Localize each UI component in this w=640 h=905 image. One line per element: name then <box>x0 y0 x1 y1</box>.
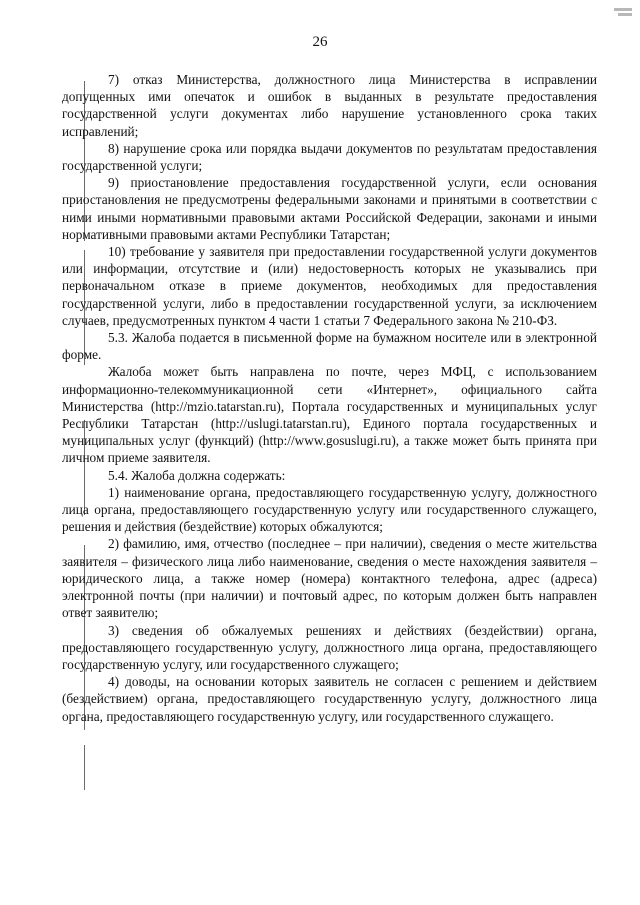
paragraph-item-9: 9) приостановление предоставления государственной услуги, если основания приостановления не предусмотрены федеральными законами и принятыми в соответствии с ними иными нормативными правовыми актами Российской Федерации, законами и иными нормативными правовыми актами Республики Татарстан; <box>62 175 597 242</box>
paragraph-content-2: 2) фамилию, имя, отчество (последнее – при наличии), сведения о месте жительства заявителя – физического лица либо наименование, сведения о месте нахождения заявителя – юридического лица, а также номер (номера) контактного телефона, адрес (адреса) электронной почты (при наличии) и почтовый адрес, по которым должен быть направлен ответ заявителю; <box>62 536 597 621</box>
paragraph-item-7: 7) отказ Министерства, должностного лица Министерства в исправлении допущенных ими опечаток и ошибок в выданных в результате предоставления государственной услуги документах либо нарушение установленного срока таких исправлений; <box>62 72 597 139</box>
scan-artifact <box>614 8 632 11</box>
paragraph-content-1: 1) наименование органа, предоставляющего государственную услугу, должностного лица органа, предоставляющего государственную услугу или государственного служащего, решения и действия (бездействие) которых обжалуются; <box>62 484 597 535</box>
paragraph-item-8: 8) нарушение срока или порядка выдачи документов по результатам предоставления государственной услуги; <box>62 140 597 174</box>
paragraph-5-3: 5.3. Жалоба подается в письменной форме на бумажном носителе или в электронной форме. <box>62 330 597 363</box>
paragraph-5-4: 5.4. Жалоба должна содержать: <box>108 467 286 483</box>
paragraph-item-10: 10) требование у заявителя при предоставлении государственной услуги документов или информации, отсутствие и (или) недостоверность которых не указывались при первоначальном отказе в приеме документов, необходимых для предоставления государственной услуги, либо в предоставлении государственной услуги, за исключением случаев, предусмотренных пунктом 4 части 1 статьи 7 Федерального закона № 210-ФЗ. <box>62 244 597 328</box>
paragraph-content-3: 3) сведения об обжалуемых решениях и действиях (бездействии) органа, предоставляющего государственную услугу, должностного лица органа, предоставляющего государственную услугу, или государственного служащего; <box>62 622 597 672</box>
page-number: 26 <box>312 34 328 50</box>
scan-artifact <box>618 13 632 16</box>
paragraph-complaint-channels: Жалоба может быть направлена по почте, через МФЦ, с использованием информационно-телекоммуникационной сети «Интернет», официального сайта Министерства (http://mzio.tatarstan.ru), Портала государственных и муниципальных услуг Республики Татарстан (http://uslugi.tatarstan.ru), Единого портала государственных и муниципальных услуг (функций) (http://www.gosuslugi.ru), а также может быть принята при личном приеме заявителя. <box>62 364 597 466</box>
document-body <box>62 71 597 725</box>
margin-line <box>84 745 85 790</box>
paragraph-content-4: 4) доводы, на основании которых заявитель не согласен с решением и действием (бездействием) органа, предоставляющего государственную услугу, должностного лица органа, предоставляющего государственную услугу, или государственного служащего. <box>62 674 597 724</box>
